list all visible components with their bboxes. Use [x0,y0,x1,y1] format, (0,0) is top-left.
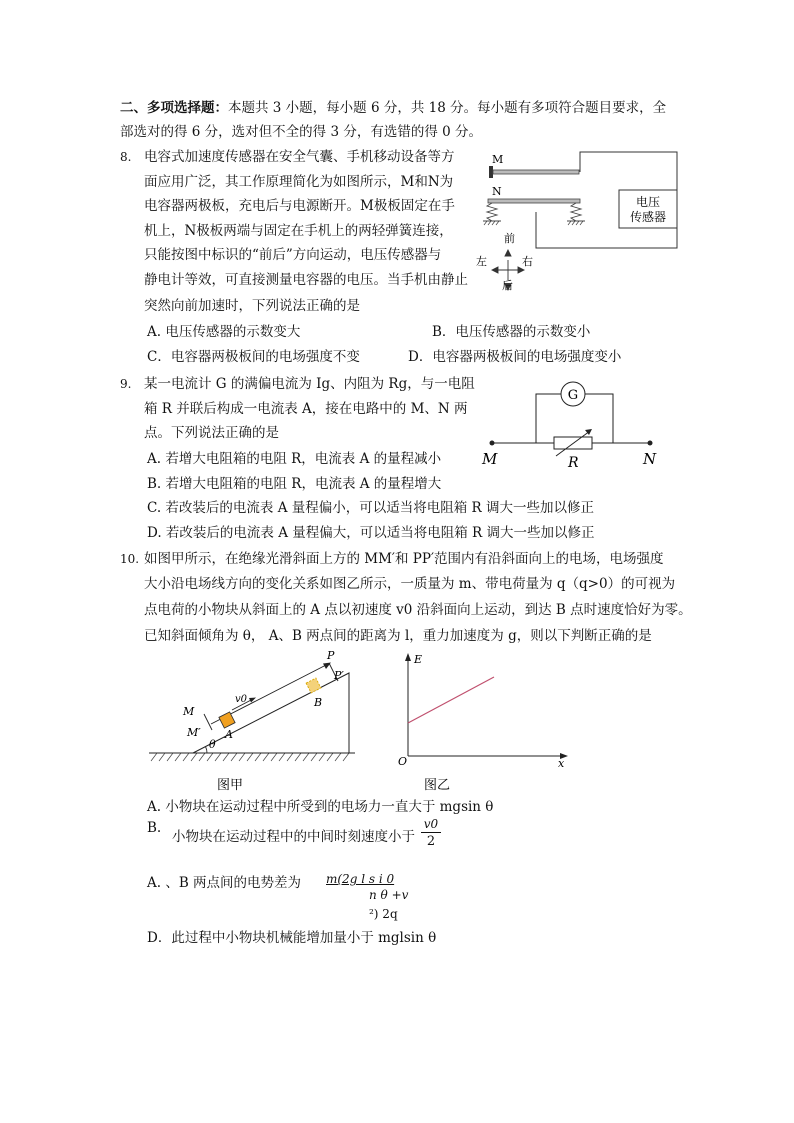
q10-option-b-den: 2 [421,832,441,851]
q9-number: 9. [120,377,132,391]
q10a-block-b [306,678,321,693]
q8-dir-back: 后 [502,279,513,292]
q10-line-2: 大小沿电场线方向的变化关系如图乙所示，一质量为 m、带电荷量为 q（q>0）的可视为 [144,576,676,592]
q8-capacitor-figure [470,148,685,293]
q10a-boundary-mm [204,714,212,730]
q10a-angle-arc [206,747,208,753]
q8-option-d: D．电容器两极板间的电场强度变小 [408,349,622,365]
q10-figure-a [145,645,360,793]
q9-line-1: 某一电流计 G 的满偏电流为 Ig、内阻为 Rg，与一电阻 [144,376,475,392]
q8-plate-m [493,170,579,174]
q9-label-g: G [567,388,579,403]
q9-branch-left [536,394,561,443]
q9-label-r: R [568,455,579,470]
q10-option-c-den: ²) 2q [369,907,398,921]
q9-ammeter-figure [478,378,663,470]
q9-terminal-m [490,441,495,446]
q10b-e-line [408,677,494,723]
q9-label-n: N [643,450,657,468]
q9-terminal-n [648,441,653,446]
q8-ground-left-hatch [484,221,499,225]
q10-option-d: D．此过程中小物块机械能增加量小于 mglsin θ [147,930,437,946]
q8-spring-left [487,203,497,221]
q10-option-b-num: v0 [423,817,439,831]
q10a-label-pp: P′ [334,669,344,682]
q10-line-3: 点电荷的小物块从斜面上的 A 点以初速度 v0 沿斜面向上运动，到达 B 点时速度恰好为零。 [144,602,692,618]
section-intro-2: 部选对的得 6 分，选对但不全的得 3 分，有选错的得 0 分。 [120,124,483,140]
q10a-label-m: M [183,705,195,718]
q10a-label-a: A [225,728,233,741]
q8-line-2: 面应用广泛，其工作原理简化为如图所示，M和N为 [144,174,454,190]
q10a-ground-hatch [151,753,349,761]
q10-figure-b [392,645,572,793]
q9-option-d: D. 若改装后的电流表 A 量程偏大，可以适当将电阻箱 R 调大一些加以修正 [147,525,595,541]
q10-option-b-fraction [421,817,441,851]
q9-option-b: B. 若增大电阻箱的电阻 R，电流表 A 的量程增大 [147,476,442,492]
q10b-y-arrowhead [405,653,411,661]
q9-option-c: C. 若改装后的电流表 A 量程偏小，可以适当将电阻箱 R 调大一些加以修正 [147,500,595,516]
section-header [120,98,666,118]
q10a-block-a [219,712,235,728]
q10b-label-o: O [398,755,408,768]
q10a-label-p: P [327,649,335,662]
q8-sensor-label-2: 传感器 [629,210,667,224]
q10-option-a: A. 小物块在运动过程中所受到的电场力一直大于 mgsin θ [147,799,494,815]
q10a-label-theta: θ [209,738,216,751]
q10-option-b-head: B. [147,820,162,836]
section-intro-1: 本题共 3 小题，每小题 6 分，共 18 分。每小题有多项符合题目要求，全 [228,100,667,116]
q8-plate-n [488,199,580,203]
q10-number: 10. [120,552,140,566]
q8-label-n: N [492,185,502,198]
q10-line-4: 已知斜面倾角为 θ， A、B 两点间的距离为 l，重力加速度为 g，则以下判断正确的是 [144,628,652,644]
q10-option-c-mid: n θ +v [369,888,409,902]
q8-line-1: 电容式加速度传感器在安全气囊、手机移动设备等方 [144,149,455,165]
q8-line-7: 突然向前加速时，下列说法正确的是 [144,298,360,314]
q8-option-a: A. 电压传感器的示数变大 [147,324,301,340]
q10-line-1: 如图甲所示，在绝缘光滑斜面上方的 MM′和 PP′范围内有沿斜面向上的电场，电场强度 [144,551,664,567]
q10a-incline [193,673,349,753]
q8-ground-right-hatch [568,221,583,225]
q8-plate-m-holder [489,166,493,178]
q8-line-3: 电容器两极板，充电后与电源断开。M极板固定在手 [144,198,455,214]
q10b-label-e: E [414,653,423,666]
q9-option-a: A. 若增大电阻箱的电阻 R，电流表 A 的量程减小 [147,451,442,467]
q8-option-c: C．电容器两极板间的电场强度不变 [147,349,360,365]
q8-line-4: 机上，N极板两端与固定在手机上的两轻弹簧连接， [144,223,453,239]
q8-option-b: B．电压传感器的示数变小 [432,324,591,340]
q9-line-2: 箱 R 并联后构成一电流表 A，接在电路中的 M、N 两 [144,401,468,417]
q9-branch-right [585,394,613,443]
q10b-label-x: x [558,757,565,770]
q9-line-3: 点。下列说法正确的是 [144,425,279,441]
q10a-label-b: B [314,696,323,709]
q8-line-5: 只能按图中标识的“前后”方向运动，电压传感器与 [144,247,442,263]
q10a-label-v0: v0 [235,694,248,705]
q10b-caption: 图乙 [424,778,451,793]
q8-wire-top [580,152,677,190]
q8-number: 8. [120,150,132,164]
q8-line-6: 静电计等效，可直接测量电容器的电压。当手机由静止 [144,272,468,288]
q8-dir-left: 左 [476,255,487,268]
q10-option-b-text: 小物块在运动过程中的中间时刻速度小于 [172,829,415,845]
q8-spring-right [571,203,581,221]
section-title: 二、多项选择题： [120,100,228,116]
q8-dir-right: 右 [522,255,533,268]
q10a-caption: 图甲 [217,778,244,793]
q9-label-m: M [482,450,498,468]
q8-sensor-label-1: 电压 [635,195,661,209]
q10-option-c-head: A. 、B 两点间的电势差为 [147,875,302,891]
q8-dir-front: 前 [504,232,515,245]
q10a-label-mp: M′ [187,726,201,739]
q10-option-c-num: m(2g l s i 0 [326,872,395,886]
q8-label-m: M [492,153,504,166]
